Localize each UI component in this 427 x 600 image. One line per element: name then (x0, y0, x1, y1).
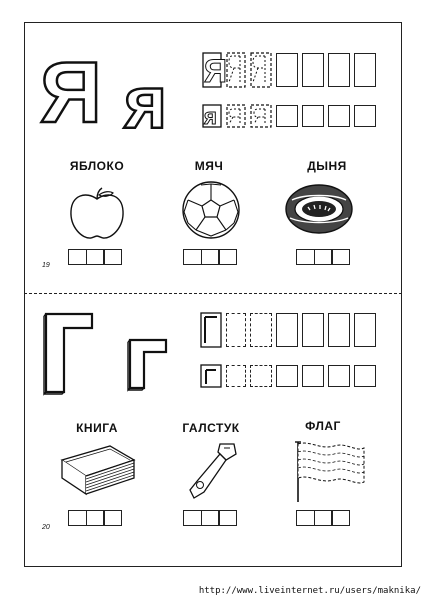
dashed-letter-ya-2 (250, 52, 267, 86)
answer-boxes-necktie (183, 510, 237, 526)
word-label-book: КНИГА (76, 421, 118, 435)
dashed-letter-ya-small-2 (250, 104, 272, 128)
letter-ya-outline (40, 45, 190, 144)
answer-cell[interactable] (86, 249, 105, 265)
blank-trace-box (328, 313, 350, 347)
blank-trace-box (302, 105, 324, 127)
blank-trace-box (328, 53, 350, 87)
blank-trace-box (328, 105, 350, 127)
blank-trace-box (354, 53, 376, 87)
blank-trace-box (276, 365, 298, 387)
soccer-ball-icon (181, 180, 241, 240)
source-url[interactable]: http://www.liveinternet.ru/users/maknika/ (198, 586, 421, 596)
page-number-top: 19 (42, 262, 50, 269)
blank-trace-box (276, 313, 298, 347)
word-label-flag: ФЛАГ (305, 419, 341, 433)
answer-cell[interactable] (314, 249, 333, 265)
letter-ya-lower: я (124, 61, 168, 144)
answer-boxes-melon (296, 249, 350, 265)
traced-letter-g (200, 312, 222, 348)
answer-cell[interactable] (201, 510, 220, 526)
answer-cell[interactable] (218, 510, 237, 526)
answer-cell[interactable] (331, 510, 350, 526)
traced-letter-g-small (200, 364, 222, 388)
blank-trace-box (302, 313, 324, 347)
answer-boxes-apple (68, 249, 122, 265)
answer-cell[interactable] (68, 510, 87, 526)
book-icon (58, 442, 138, 496)
svg-text:я: я (204, 104, 217, 129)
dashed-trace-box (226, 365, 246, 387)
blank-trace-box (328, 365, 350, 387)
word-label-necktie: ГАЛСТУК (182, 421, 240, 435)
answer-cell[interactable] (183, 510, 202, 526)
word-label-ball: МЯЧ (194, 159, 224, 173)
answer-cell[interactable] (103, 510, 122, 526)
blank-trace-box (302, 53, 324, 87)
answer-boxes-flag (296, 510, 350, 526)
svg-text:Я: Я (204, 53, 227, 89)
dashed-trace-box (250, 313, 272, 347)
answer-cell[interactable] (314, 510, 333, 526)
dashed-letter-ya (226, 52, 243, 86)
answer-cell[interactable] (218, 249, 237, 265)
blank-trace-box (276, 53, 298, 87)
answer-cell[interactable] (296, 249, 315, 265)
answer-cell[interactable] (201, 249, 220, 265)
answer-cell[interactable] (103, 249, 122, 265)
answer-boxes-book (68, 510, 122, 526)
page-number-bottom: 20 (42, 524, 50, 531)
blank-trace-box (354, 365, 376, 387)
cut-line (24, 293, 402, 294)
word-label-melon: ДЫНЯ (307, 159, 347, 173)
answer-cell[interactable] (331, 249, 350, 265)
flag-icon (290, 438, 370, 504)
dashed-trace-box (226, 313, 246, 347)
answer-cell[interactable] (86, 510, 105, 526)
blank-trace-box (276, 105, 298, 127)
blank-trace-box (354, 105, 376, 127)
blank-trace-box (354, 313, 376, 347)
letter-g-outline (40, 312, 190, 394)
answer-cell[interactable] (183, 249, 202, 265)
melon-icon (284, 180, 354, 238)
answer-cell[interactable] (296, 510, 315, 526)
answer-boxes-ball (183, 249, 237, 265)
traced-letter-ya (202, 52, 227, 89)
answer-cell[interactable] (68, 249, 87, 265)
apple-icon (66, 185, 128, 241)
word-label-apple: ЯБЛОКО (69, 159, 125, 173)
traced-letter-ya-small (202, 104, 222, 128)
blank-trace-box (302, 365, 324, 387)
dashed-trace-box (250, 365, 272, 387)
dashed-letter-ya-small (226, 104, 246, 128)
necktie-icon (184, 440, 240, 502)
letter-ya-upper: Я (40, 45, 102, 141)
